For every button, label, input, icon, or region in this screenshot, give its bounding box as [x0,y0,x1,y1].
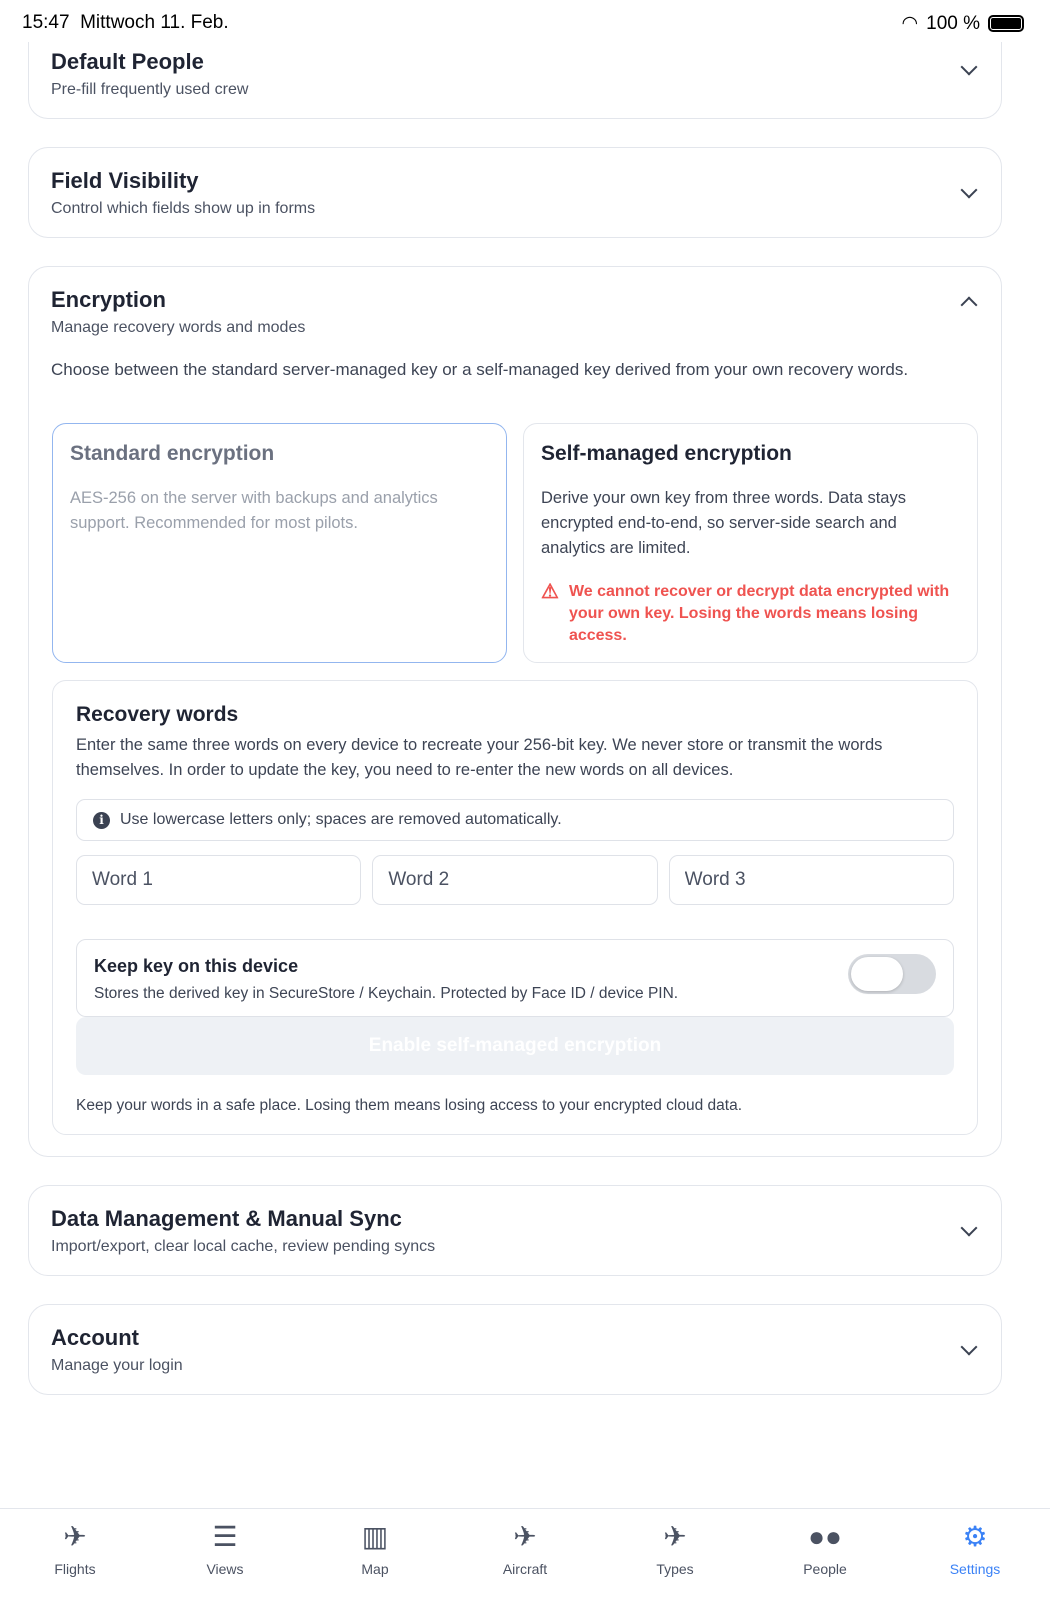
keep-key-toggle[interactable] [848,954,936,994]
tab-settings[interactable] [900,1509,1050,1600]
section-title: Field Visibility [51,168,199,193]
tab-label: Views [206,1561,244,1577]
word-1-input[interactable] [76,855,361,905]
enable-self-managed-button[interactable]: Enable self-managed encryption [76,1017,954,1075]
section-title: Encryption [51,287,166,312]
warning-text: We cannot recover or decrypt data encrypted with your own key. Losing the words means losing access. [568,583,950,644]
info-icon: i [93,812,110,829]
battery-percent: 100 % [926,12,980,34]
people-icon: ●● [808,1521,842,1552]
tab-label: Map [361,1561,389,1577]
section-subtitle: Import/export, clear local cache, review pending syncs [51,1238,436,1255]
recovery-description: Enter the same three words on every device to recreate your 256-bit key. We never store or transmit the words themselves. In order to update the key, you need to re-enter the new words on all devices. [76,736,883,779]
tab-aircraft[interactable] [450,1509,600,1600]
section-encryption [28,266,1002,1157]
tab-label: Flights [54,1561,96,1577]
recovery-footer: Keep your words in a safe place. Losing them means losing access to your encrypted cloud data. [76,1097,743,1114]
flight-takeoff-icon: ✈ [63,1521,87,1552]
encryption-intro: Choose between the standard server-managed key or a self-managed key derived from your own recovery words. [51,360,909,379]
recovery-words-panel [52,680,978,1135]
tab-types[interactable] [600,1509,750,1600]
tab-people[interactable] [750,1509,900,1600]
keep-key-description: Stores the derived key in SecureStore / Keychain. Protected by Face ID / device PIN. [94,985,679,1002]
warning-icon: ⚠ [541,581,559,603]
airplane-search-icon: ✈ [663,1521,687,1552]
hint-text: Use lowercase letters only; spaces are removed automatically. [120,811,562,828]
tab-flights[interactable] [0,1509,150,1600]
keep-key-title: Keep key on this device [94,956,299,976]
section-account[interactable] [28,1304,1002,1395]
section-subtitle: Control which fields show up in forms [51,200,316,217]
tab-views[interactable] [150,1509,300,1600]
tab-label: Types [656,1561,694,1577]
status-clock: 15:47 [22,12,70,33]
standard-encryption-option[interactable] [52,423,507,663]
section-subtitle: Pre-fill frequently used crew [51,81,249,98]
option-title: Self-managed encryption [541,442,792,465]
word-3-input[interactable] [669,855,954,905]
tab-map[interactable] [300,1509,450,1600]
section-title: Data Management & Manual Sync [51,1206,402,1231]
self-managed-encryption-option[interactable] [523,423,978,663]
section-subtitle: Manage recovery words and modes [51,319,306,336]
airplane-icon: ✈ [513,1521,537,1552]
option-description: AES-256 on the server with backups and analytics support. Recommended for most pilots. [70,489,438,532]
keep-key-row [76,939,954,1017]
recovery-title: Recovery words [76,703,239,726]
map-icon: ▥ [361,1521,389,1552]
wifi-icon: ◠ [901,13,919,34]
option-description: Derive your own key from three words. Data stays encrypted end-to-end, so server-side search and analytics are limited. [541,489,906,557]
tab-label: Aircraft [502,1561,548,1577]
section-data-management[interactable] [28,1185,1002,1276]
tab-bar [0,1508,1050,1600]
battery-icon [988,15,1024,32]
filter-icon: ☰ [212,1521,238,1552]
tab-label: People [803,1561,847,1577]
section-title: Default People [51,49,204,74]
status-bar [0,0,1050,42]
info-hint [76,799,954,841]
section-field-visibility[interactable] [28,147,1002,238]
warning-message [541,581,960,647]
option-title: Standard encryption [70,442,275,465]
gear-icon: ⚙ [962,1521,988,1552]
section-subtitle: Manage your login [51,1357,183,1374]
section-title: Account [51,1325,139,1350]
status-date: Mittwoch 11. Feb. [80,12,229,33]
word-2-input[interactable] [372,855,657,905]
tab-label: Settings [949,1561,1001,1577]
encryption-header[interactable] [29,267,1001,337]
status-time [22,12,229,34]
